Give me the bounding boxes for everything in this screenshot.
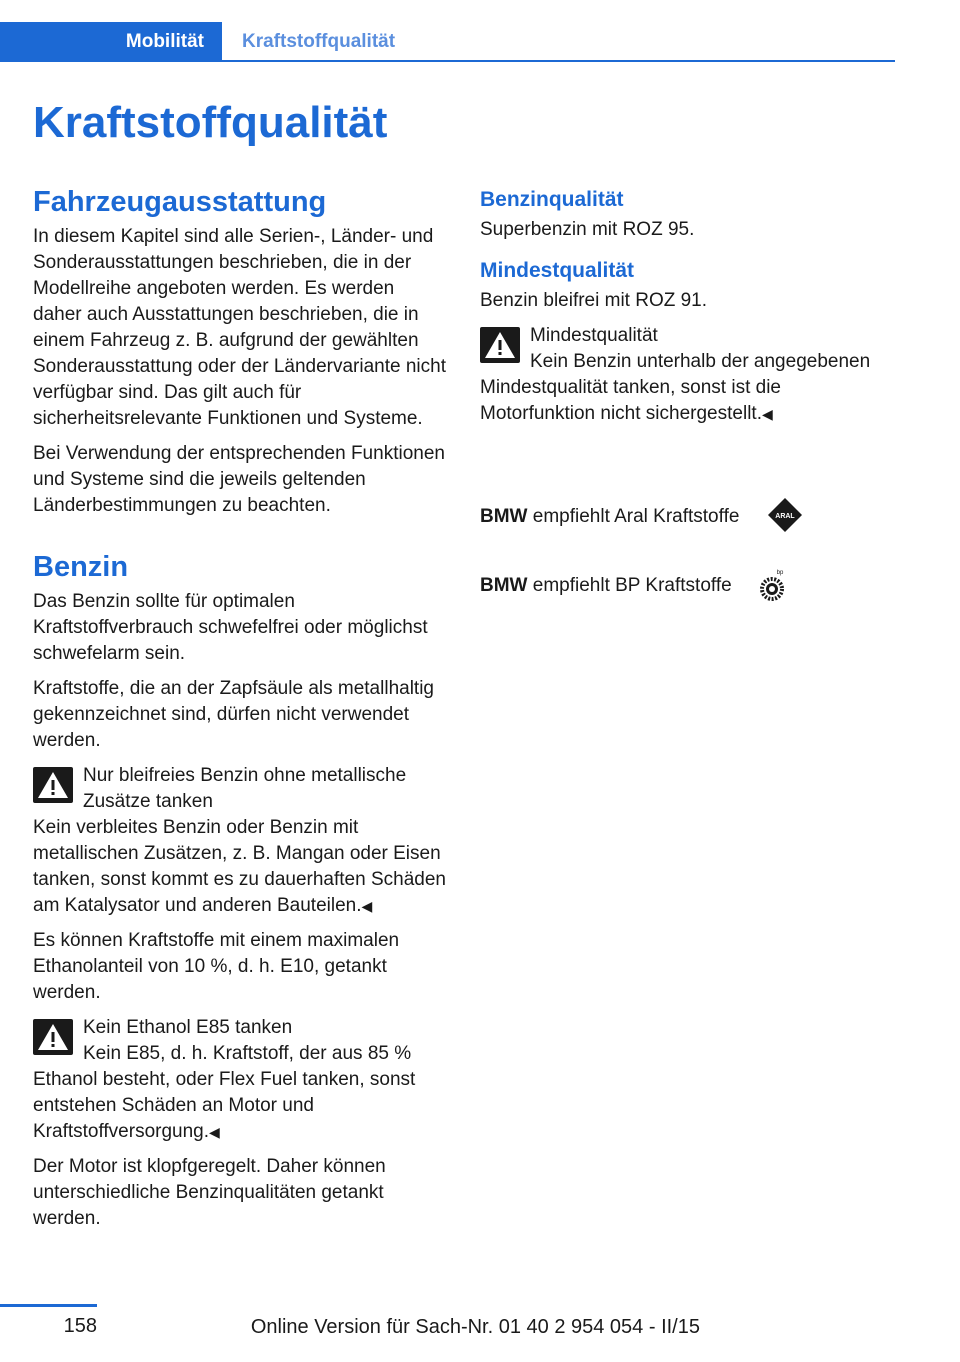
bp-helios-logo-icon [758,568,788,602]
page-header [0,0,895,62]
bmw-brand: BMW [480,506,528,527]
left-column [33,182,448,1241]
paragraph: Es können Kraftstoffe mit einem maximalen Ethanolanteil von 10 %, d. h. E10, getankt werden. [33,930,400,1003]
bp-recommendation [480,568,895,638]
aral-logo-icon [768,498,802,532]
warning-title: Nur bleifreies Benzin ohne metallische Zusätze tanken [83,765,407,812]
page-number: 158 [63,1315,97,1337]
paragraph: Der Motor ist klopfgeregelt. Daher können unterschiedliche Benzinqualitäten getankt werden. [33,1156,386,1229]
paragraph: In diesem Kapitel sind alle Serien-, Länder- und Sonderausstattungen beschrieben, die in der Modellreihe angeboten werden. Es werden daher auch Ausstattungen beschrieben, die in einem Fahrzeug z. B. aufgrund der gewählten Sonderausstattung oder der Ländervariante nicht verfügbar sind. Das gilt auch für sicherheitsrelevante Funktionen und Systeme. [33,226,446,429]
warning-block-metallic-additives [33,763,448,919]
aral-recommendation [480,498,895,568]
heading-benzinqualitaet: Benzinqualität [480,188,624,211]
online-version-note: Online Version für Sach-Nr. 01 40 2 954 054 - II/15 [250,1316,700,1338]
chapter-tab-label: Mobilität [125,31,204,52]
warning-body-first-line: Kein Benzin unterhalb der angegebenen [530,351,871,372]
bmw-brand: BMW [480,575,528,596]
end-mark-icon: ◀ [209,1124,220,1140]
heading-fahrzeugausstattung: Fahrzeugausstattung [33,186,327,218]
warning-body: Ethanol besteht, oder Flex Fuel tanken, sonst entstehen Schäden an Motor und Kraftstoffversorgung. [33,1069,416,1142]
end-mark-icon: ◀ [361,898,373,914]
warning-triangle-icon [33,1019,73,1055]
header-divider [222,60,895,62]
paragraph: Superbenzin mit ROZ 95. [480,219,695,240]
bp-logo-text: bp [776,570,784,576]
paragraph: Bei Verwendung der entsprechenden Funktionen und Systeme sind die jeweils geltenden Länderbestimmungen zu beachten. [33,443,445,516]
warning-block-mindestqualitaet [480,323,895,427]
warning-triangle-icon [33,767,73,803]
end-mark-icon: ◀ [761,406,773,422]
warning-body: Mindestqualität tanken, sonst ist die Motorfunktion nicht sichergestellt. [480,377,782,424]
section-tab-kraftstoffqualitaet[interactable] [242,22,395,62]
warning-body-first-line: Kein E85, d. h. Kraftstoff, der aus 85 % [83,1043,412,1064]
section-tab-label: Kraftstoffqualität [242,31,396,52]
paragraph: Das Benzin sollte für optimalen Kraftstoffverbrauch schwefelfrei oder möglichst schwefelarm sein. [33,591,428,664]
warning-title: Mindestqualität [530,325,658,346]
right-column [480,186,895,638]
aral-recommendation-text: empfiehlt Aral Kraftstoffe [532,506,740,527]
paragraph: Kraftstoffe, die an der Zapfsäule als metallhaltig gekennzeichnet sind, dürfen nicht verwendet werden. [33,678,434,751]
chapter-tab-mobilitaet[interactable] [0,22,222,62]
warning-title: Kein Ethanol E85 tanken [83,1017,293,1038]
paragraph: Benzin bleifrei mit ROZ 91. [480,290,708,311]
footer-divider [0,1304,97,1307]
aral-logo-text: ARAL [775,513,795,520]
warning-triangle-icon [480,327,520,363]
bp-recommendation-text: empfiehlt BP Kraftstoffe [532,575,732,596]
heading-mindestqualitaet: Mindestqualität [480,259,635,282]
heading-benzin: Benzin [33,551,129,583]
page-title: Kraftstoffqualität [33,98,388,147]
warning-block-e85 [33,1015,448,1145]
warning-body: Kein verbleites Benzin oder Benzin mit metallischen Zusätzen, z. B. Mangan oder Eisen tanken, sonst kommt es zu dauerhaften Schäden am Katalysator und anderen Bauteilen. [33,817,446,916]
